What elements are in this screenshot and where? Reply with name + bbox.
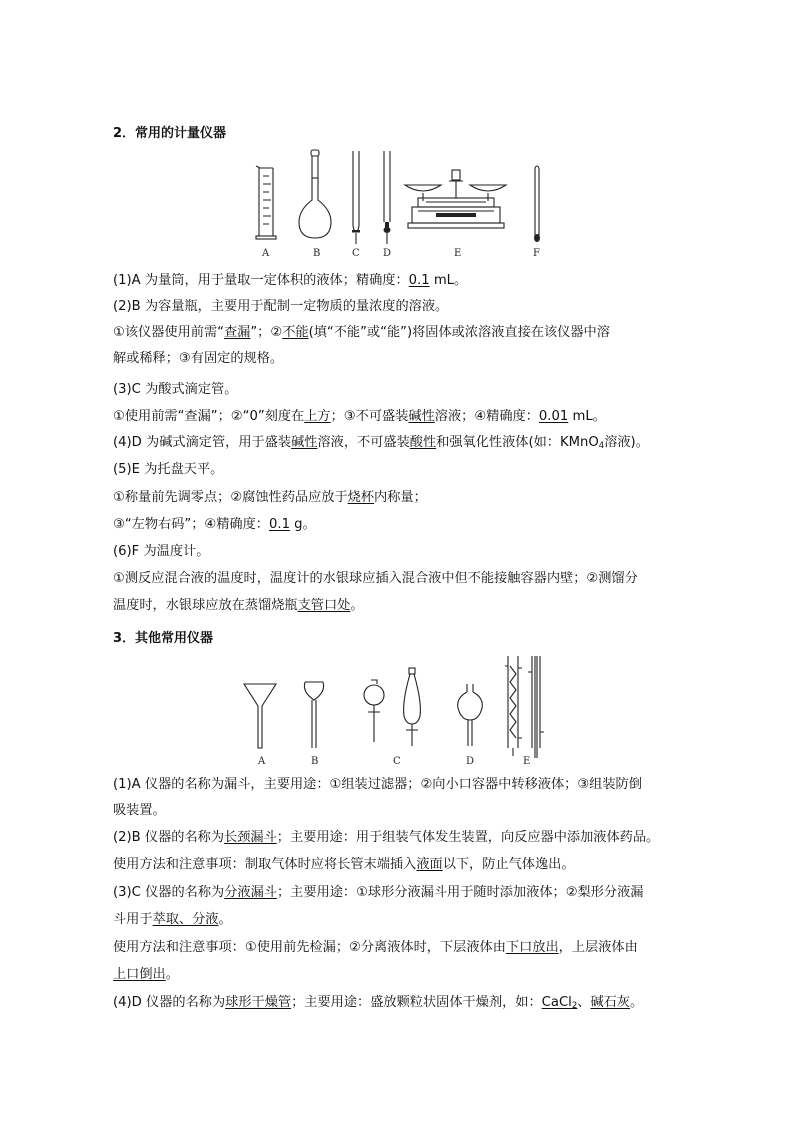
- line-2-2: (2)B 为容量瓶，主要用于配制一定物质的量浓度的溶液。: [113, 299, 449, 314]
- fig1-label-d: D: [383, 248, 392, 259]
- other-instruments-figure: [240, 652, 560, 768]
- long-neck-funnel-icon: [304, 682, 323, 748]
- line-3-7: 使用方法和注意事项：①使用前先检漏；②分离液体时，下层液体由下口放出，上层液体由: [113, 940, 638, 955]
- measuring-instruments-figure: [250, 148, 550, 262]
- line-2-11: (6)F 为温度计。: [113, 544, 210, 559]
- base-burette-icon: [384, 151, 391, 244]
- spherical-separatory-funnel-icon: [364, 680, 384, 742]
- thermometer-icon: [534, 166, 540, 242]
- line-2-4: 解或稀释；③有固定的规格。: [113, 351, 284, 366]
- fig1-label-a: A: [262, 248, 270, 259]
- line-3-5: (3)C 仪器的名称为分液漏斗；主要用途：①球形分液漏斗用于随时添加液体；②梨形分液漏: [113, 885, 644, 900]
- graduated-cylinder-icon: [256, 166, 276, 239]
- line-2-13: 温度时，水银球应放在蒸馏烧瓶支管口处。: [113, 598, 364, 613]
- funnel-icon: [244, 684, 276, 748]
- line-3-4: 使用方法和注意事项：制取气体时应将长管末端插入液面以下，防止气体逸出。: [113, 857, 575, 872]
- line-3-8: 上口倒出。: [113, 967, 179, 982]
- line-3-9: (4)D 仪器的名称为球形干燥管；主要用途：盛放颗粒状固体干燥剂，如：CaCl$_2$、碱石灰。: [113, 995, 644, 1011]
- acid-burette-icon: [352, 151, 360, 244]
- straight-condenser-icon: [528, 656, 544, 758]
- line-2-5: (3)C 为酸式滴定管。: [113, 382, 238, 397]
- fig1-label-c: C: [352, 248, 360, 259]
- line-2-12: ①测反应混合液的温度时，温度计的水银球应插入混合液中但不能接触容器内壁；②测馏分: [113, 571, 638, 586]
- fig1-label-b: B: [313, 248, 321, 259]
- fig2-label-c: C: [393, 756, 401, 767]
- spiral-condenser-icon: [505, 656, 522, 756]
- section-2-heading: 2．常用的计量仪器: [113, 126, 227, 141]
- line-2-10: ③“左物右码”；④精确度：0.1 g。: [113, 517, 316, 532]
- volumetric-flask-icon: [299, 150, 331, 238]
- fig2-label-d: D: [466, 756, 475, 767]
- fig2-label-b: B: [311, 756, 319, 767]
- line-2-9: ①称量前先调零点；②腐蚀性药品应放于烧杯内称量；: [113, 490, 427, 505]
- platform-balance-icon: [405, 170, 506, 228]
- line-2-8: (5)E 为托盘天平。: [113, 462, 224, 477]
- fig1-label-e: E: [454, 248, 462, 259]
- pear-separatory-funnel-icon: [404, 668, 421, 746]
- section-3-heading: 3．其他常用仪器: [113, 631, 214, 646]
- line-3-3: (2)B 仪器的名称为长颈漏斗；主要用途：用于组装气体发生装置，向反应器中添加液体药品。: [113, 830, 660, 845]
- line-2-3: ①该仪器使用前需“查漏”；②不能(填“不能”或“能”)将固体或浓溶液直接在该仪器中溶: [113, 325, 610, 340]
- line-2-7: (4)D 为碱式滴定管，用于盛装碱性溶液，不可盛装酸性和强氧化性液体(如：KMnO$_4$溶液)。: [113, 435, 649, 451]
- line-2-1: (1)A 为量筒，用于量取一定体积的液体；精确度：0.1 mL。: [113, 273, 468, 288]
- line-3-2: 吸装置。: [113, 803, 166, 818]
- line-3-6: 斗用于萃取、分液。: [113, 912, 232, 927]
- drying-tube-icon: [458, 684, 483, 746]
- fig1-label-f: F: [533, 248, 540, 259]
- line-2-6: ①使用前需“查漏”；②“0”刻度在上方；③不可盛装碱性溶液；④精确度：0.01 mL。: [113, 409, 606, 424]
- line-3-1: (1)A 仪器的名称为漏斗，主要用途：①组装过滤器；②向小口容器中转移液体；③组装防倒: [113, 777, 642, 792]
- fig2-label-a: A: [258, 756, 266, 767]
- fig2-label-e: E: [523, 756, 531, 767]
